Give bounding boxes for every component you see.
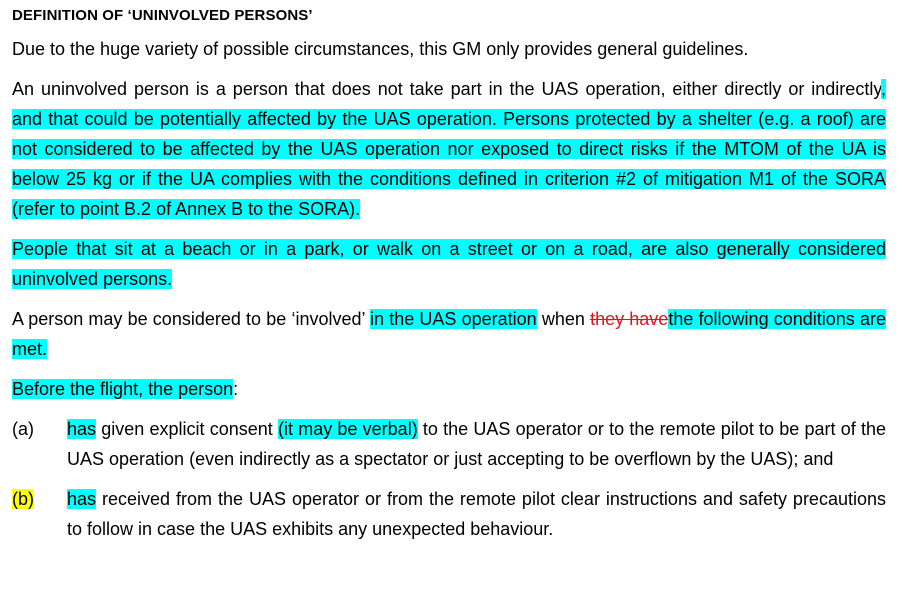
definition-text: An uninvolved person is a person that does not take part in the UAS operation, either directly or indirectly: [12, 79, 881, 99]
list-a-highlight-mid: (it may be verbal): [278, 419, 418, 439]
list-a-text-2: to the UAS operator or to the remote pilot to be part of the UAS operation (even indirectly as a spectator or just accepting to be overflown by the UAS); and: [67, 419, 886, 469]
list-b-highlight-start: has: [67, 489, 97, 509]
document-body: [12, 6, 886, 554]
before-flight-suffix: :: [233, 379, 239, 399]
involved-highlight-2: the following conditions are met.: [12, 309, 887, 359]
before-flight-highlighted: Before the flight, the person: [12, 379, 234, 399]
section-heading: DEFINITION OF ‘UNINVOLVED PERSONS’: [12, 7, 313, 24]
list-a-highlight-start: has: [67, 419, 97, 439]
list-label-b-text: (b): [12, 489, 34, 509]
examples-paragraph: [12, 234, 886, 294]
involved-text-2: when: [536, 309, 591, 329]
list-b-text-1: received from the UAS operator or from the remote pilot clear instructions and safety precautions to follow in case the UAS exhibits any unexpected behaviour.: [67, 489, 886, 539]
intro-paragraph: Due to the huge variety of possible circumstances, this GM only provides general guidelines.: [12, 39, 749, 59]
involved-paragraph: [12, 304, 886, 364]
definition-highlighted-text: , and that could be potentially affected by the UAS operation. Persons protected by a shelter (e.g. a roof) are not considered to be affected by the UAS operation nor exposed to direct risks if the MTOM of the UA is below 25 kg or if the UA complies with the conditions defined in criterion #2 of mitigation M1 of the SORA (refer to point B.2 of Annex B to the SORA).: [12, 79, 886, 219]
list-label-a: [12, 414, 67, 474]
list-text-a: [67, 414, 886, 474]
list-item-a: [12, 414, 886, 474]
before-flight-paragraph: [12, 374, 886, 404]
involved-text-1: A person may be considered to be ‘involved’: [12, 309, 371, 329]
list-item-b: [12, 484, 886, 544]
list-label-b: [12, 484, 67, 544]
list-text-b: [67, 484, 886, 544]
list-label-a-text: (a): [12, 419, 34, 439]
definition-paragraph: [12, 74, 886, 224]
involved-highlight-1: in the UAS operation: [370, 309, 537, 329]
examples-highlighted-text: People that sit at a beach or in a park, or walk on a street or on a road, are also generally considered uninvolved persons.: [12, 239, 886, 289]
list-a-text-1: given explicit consent: [96, 419, 278, 439]
tracked-deletion: they have: [590, 309, 669, 329]
